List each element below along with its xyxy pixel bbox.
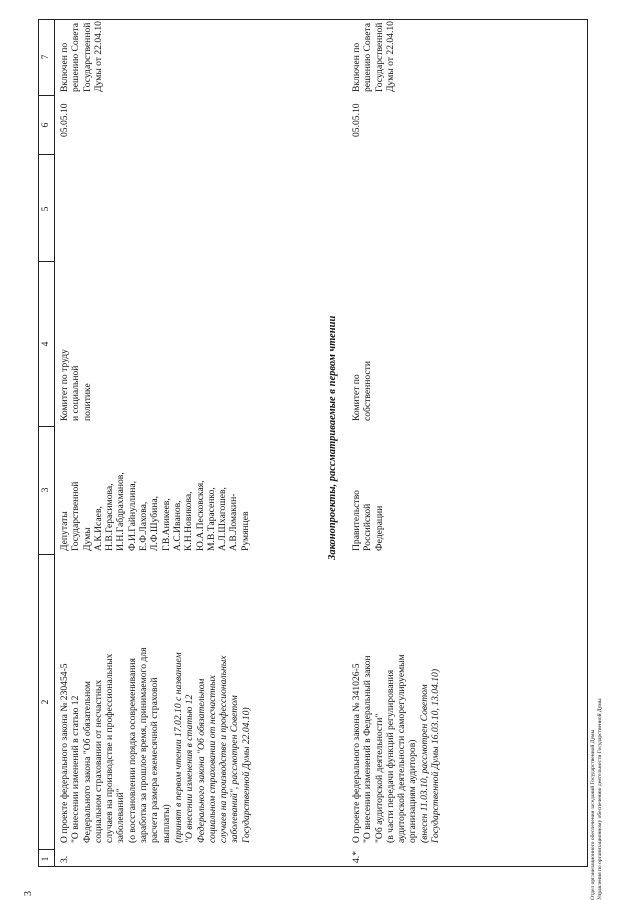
table-bottom-border: [587, 19, 588, 867]
section-title: Законопроекты, рассматриваемые в первом чтении: [327, 315, 338, 560]
agenda-table: [38, 19, 588, 867]
col-header-4: 4: [41, 341, 51, 347]
row-4-committee: Комитет по собственности: [351, 360, 374, 421]
row-4-author: Правительство Российской Федерации: [351, 490, 385, 551]
col-header-3: 3: [41, 487, 51, 493]
row-3-number: 3.: [59, 855, 70, 863]
col-header-1: 1: [41, 856, 51, 862]
col-header-2: 2: [41, 699, 51, 705]
row-4-title: О проекте федерального закона № 341026-5 "О внесении изменений в Федеральный закон "Об аудиторской деятельности" (в части передачи функций регулирования аудиторской деятельности саморегулируемым организациям аудиторов): [351, 654, 419, 843]
col-header-7: 7: [41, 54, 51, 60]
hdr-div-5: [38, 154, 55, 155]
page-number: 3: [23, 891, 34, 896]
col-header-5: 5: [41, 206, 51, 212]
table-top-border: [38, 19, 39, 867]
header-bottom-border: [54, 19, 55, 867]
row-3-committee: Комитет по труду и социальной политике: [59, 349, 93, 421]
row-4-decision: Включен по решению Совета Государственной Думы от 22.04.10: [351, 21, 396, 92]
row-4-date: 05.05.10: [351, 103, 362, 137]
hdr-div-3: [38, 426, 55, 427]
col-header-6: 6: [41, 122, 51, 128]
row-3-title: О проекте федерального закона № 230454-5 "О внесении изменений в статью 12 Федерального закона "Об обязательном социальном страховании от несчастных случаев на производстве и профессиональных заболеваний" (о восстановлении порядка осовременивания заработка за прошлое время, принимаемого для расчета размера ежемесячной страховой выплаты): [59, 647, 172, 843]
page-footer: Отдел организационного обеспечения заседаний Государственной Думы Управления по организационному обеспечению деятельности Государственной Думы: [590, 698, 603, 900]
col-border-0: [38, 866, 588, 867]
hdr-div-2: [38, 554, 55, 555]
row-4-note: (внесен 11.03.10, рассмотрен Советом Государственной Думы 16.03.10, 13.04.10): [419, 668, 442, 843]
row-3-date: 05.05.10: [59, 103, 70, 137]
hdr-div-4: [38, 261, 55, 262]
row-3-author: Депутаты Государственной Думы А.К.Исаев, Н.В.Герасимова, И.Н.Габдрахманов, Ф.И.Гайнуллина, Е.Ф.Лахова, Л.Ф.Шубина, Г.В.Аникеев, А.С.Иванов, К.Н.Новикова, Ю.А.Песковская, М.В.Тарасенко, А.Л.Шхагошев, А.В.Ломакин- Румянцев: [59, 472, 251, 551]
hdr-div-6: [38, 95, 55, 96]
row-3-decision: Включен по решению Совета Государственной Думы от 22.04.10: [59, 21, 104, 92]
col-border-1: [38, 19, 588, 20]
row-4-number: 4.*: [351, 851, 362, 863]
row-3-note: (принят в первом чтении 17.02.10 с названием "О внесении изменения в статью 12 Федерального закона "Об обязательном социальном страховании от несчастных случаев на производстве и профессиональных заболеваний", рассмотрен Советом Государственной Думы 22.04.10): [173, 652, 252, 843]
